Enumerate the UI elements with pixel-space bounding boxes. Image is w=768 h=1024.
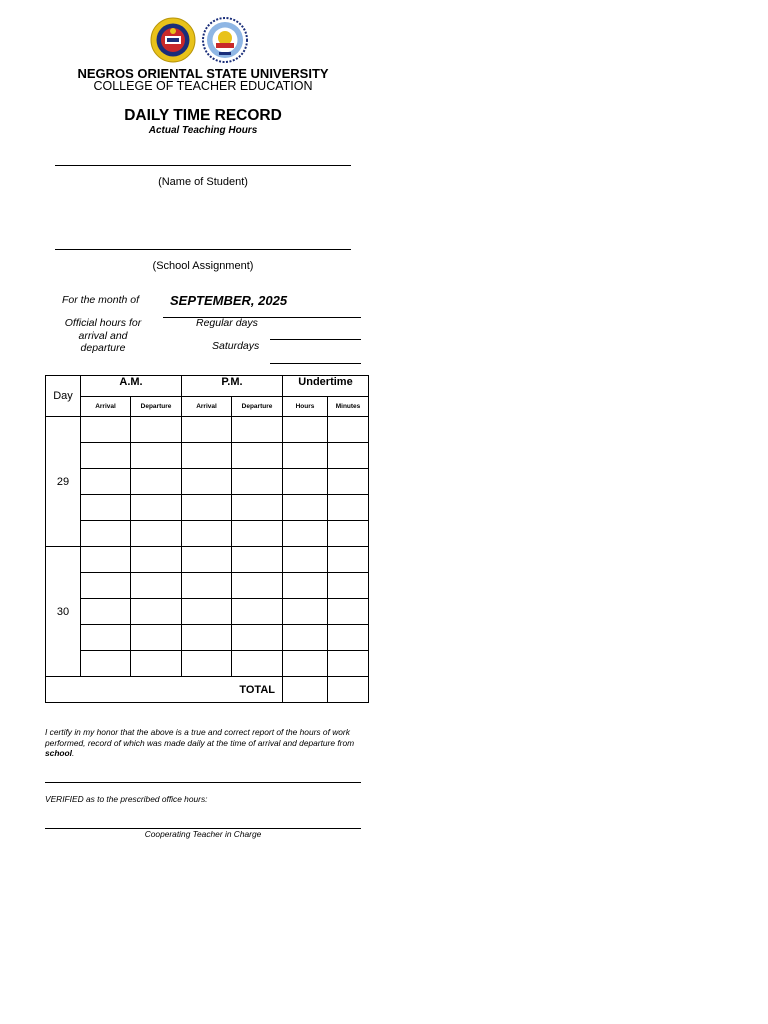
pm-arrival-cell[interactable] xyxy=(182,599,232,625)
official-hours-label: Official hours for arrival and departure xyxy=(64,317,142,354)
table-row xyxy=(46,521,369,547)
am-arrival-cell[interactable] xyxy=(81,469,131,495)
pm-arrival-cell[interactable] xyxy=(182,443,232,469)
undertime-header: Undertime xyxy=(283,376,369,397)
undertime-hours-cell[interactable] xyxy=(283,469,328,495)
undertime-hours-cell[interactable] xyxy=(283,417,328,443)
undertime-hours-cell[interactable] xyxy=(283,443,328,469)
undertime-hours-cell[interactable] xyxy=(283,651,328,677)
university-seal-icon xyxy=(151,18,195,62)
am-departure-cell[interactable] xyxy=(131,495,182,521)
document-title: DAILY TIME RECORD xyxy=(124,107,282,124)
pm-departure-cell[interactable] xyxy=(232,573,283,599)
regular-days-label: Regular days xyxy=(196,317,258,329)
undertime-hours-cell[interactable] xyxy=(283,599,328,625)
am-departure-cell[interactable] xyxy=(131,573,182,599)
am-departure-cell[interactable] xyxy=(131,469,182,495)
month-label: For the month of xyxy=(62,294,140,306)
undertime-minutes-cell[interactable] xyxy=(328,417,369,443)
pm-departure-cell[interactable] xyxy=(232,469,283,495)
am-arrival-cell[interactable] xyxy=(81,443,131,469)
am-departure-cell[interactable] xyxy=(131,651,182,677)
table-row xyxy=(46,469,369,495)
pm-departure-cell[interactable] xyxy=(232,521,283,547)
undertime-minutes-cell[interactable] xyxy=(328,599,369,625)
undertime-hours-cell[interactable] xyxy=(283,625,328,651)
total-hours-cell[interactable] xyxy=(283,677,328,703)
signature-line[interactable] xyxy=(45,782,361,783)
table-row xyxy=(46,599,369,625)
am-departure-cell[interactable] xyxy=(131,417,182,443)
saturdays-line[interactable] xyxy=(270,363,361,364)
table-row xyxy=(46,625,369,651)
am-departure-cell[interactable] xyxy=(131,599,182,625)
am-arrival-cell[interactable] xyxy=(81,651,131,677)
am-arrival-cell[interactable] xyxy=(81,521,131,547)
document-subtitle: Actual Teaching Hours xyxy=(148,125,258,136)
undertime-minutes-cell[interactable] xyxy=(328,651,369,677)
month-value: SEPTEMBER, 2025 xyxy=(170,293,288,308)
undertime-hours-header: Hours xyxy=(283,397,328,417)
undertime-minutes-cell[interactable] xyxy=(328,573,369,599)
table-row xyxy=(46,495,369,521)
undertime-minutes-cell[interactable] xyxy=(328,625,369,651)
regular-days-line[interactable] xyxy=(270,339,361,340)
table-row xyxy=(46,417,369,443)
undertime-minutes-cell[interactable] xyxy=(328,443,369,469)
university-name: NEGROS ORIENTAL STATE UNIVERSITY xyxy=(77,66,329,81)
am-arrival-cell[interactable] xyxy=(81,547,131,573)
pm-departure-cell[interactable] xyxy=(232,495,283,521)
am-departure-header: Departure xyxy=(131,397,182,417)
saturdays-label: Saturdays xyxy=(212,340,260,352)
am-departure-cell[interactable] xyxy=(131,547,182,573)
undertime-hours-cell[interactable] xyxy=(283,495,328,521)
pm-departure-cell[interactable] xyxy=(232,651,283,677)
pm-departure-cell[interactable] xyxy=(232,443,283,469)
table-row xyxy=(46,651,369,677)
pm-arrival-cell[interactable] xyxy=(182,469,232,495)
time-record-table xyxy=(45,375,369,703)
undertime-hours-cell[interactable] xyxy=(283,573,328,599)
am-arrival-cell[interactable] xyxy=(81,495,131,521)
table-row xyxy=(46,443,369,469)
pm-arrival-cell[interactable] xyxy=(182,651,232,677)
certification-end: . xyxy=(72,748,75,758)
school-assignment-caption: (School Assignment) xyxy=(152,260,254,272)
total-label: TOTAL xyxy=(46,677,283,703)
logo-seals xyxy=(150,17,252,63)
day-cell-29: 29 xyxy=(46,417,81,547)
pm-header: P.M. xyxy=(182,376,283,397)
pm-arrival-cell[interactable] xyxy=(182,417,232,443)
undertime-minutes-cell[interactable] xyxy=(328,469,369,495)
am-header: A.M. xyxy=(81,376,182,397)
am-arrival-cell[interactable] xyxy=(81,625,131,651)
pm-departure-header: Departure xyxy=(232,397,283,417)
total-row xyxy=(46,677,369,703)
month-underline xyxy=(163,317,361,318)
undertime-hours-cell[interactable] xyxy=(283,547,328,573)
pm-arrival-cell[interactable] xyxy=(182,547,232,573)
undertime-minutes-cell[interactable] xyxy=(328,521,369,547)
day-header: Day xyxy=(46,376,81,417)
am-departure-cell[interactable] xyxy=(131,625,182,651)
undertime-hours-cell[interactable] xyxy=(283,521,328,547)
logos xyxy=(150,17,252,63)
pm-arrival-header: Arrival xyxy=(182,397,232,417)
pm-departure-cell[interactable] xyxy=(232,417,283,443)
pm-departure-cell[interactable] xyxy=(232,625,283,651)
am-departure-cell[interactable] xyxy=(131,443,182,469)
college-seal-icon xyxy=(203,18,247,62)
undertime-minutes-header: Minutes xyxy=(328,397,369,417)
am-arrival-header: Arrival xyxy=(81,397,131,417)
total-minutes-cell[interactable] xyxy=(328,677,369,703)
student-name-line[interactable] xyxy=(55,165,351,166)
table-subheader-row xyxy=(46,397,369,417)
undertime-minutes-cell[interactable] xyxy=(328,547,369,573)
table-row xyxy=(46,573,369,599)
pm-departure-cell[interactable] xyxy=(232,599,283,625)
undertime-minutes-cell[interactable] xyxy=(328,495,369,521)
verified-text: VERIFIED as to the prescribed office hours: xyxy=(45,794,208,804)
am-departure-cell[interactable] xyxy=(131,521,182,547)
pm-arrival-cell[interactable] xyxy=(182,521,232,547)
certification-school: school xyxy=(45,748,72,758)
cooperating-teacher-caption: Cooperating Teacher in Charge xyxy=(144,829,262,839)
student-name-caption: (Name of Student) xyxy=(158,176,248,188)
school-assignment-line[interactable] xyxy=(55,249,351,250)
am-arrival-cell[interactable] xyxy=(81,573,131,599)
table-row xyxy=(46,547,369,573)
pm-arrival-cell[interactable] xyxy=(182,495,232,521)
certification-text xyxy=(45,727,363,759)
am-arrival-cell[interactable] xyxy=(81,599,131,625)
am-arrival-cell[interactable] xyxy=(81,417,131,443)
certification-body: I certify in my honor that the above is a true and correct report of the hours of work performed, record of which was made daily at the time of arrival and departure from xyxy=(45,727,355,748)
day-cell-30: 30 xyxy=(46,547,81,677)
pm-arrival-cell[interactable] xyxy=(182,625,232,651)
pm-arrival-cell[interactable] xyxy=(182,573,232,599)
pm-departure-cell[interactable] xyxy=(232,547,283,573)
table-header-row xyxy=(46,376,369,397)
college-name: COLLEGE OF TEACHER EDUCATION xyxy=(93,79,313,93)
